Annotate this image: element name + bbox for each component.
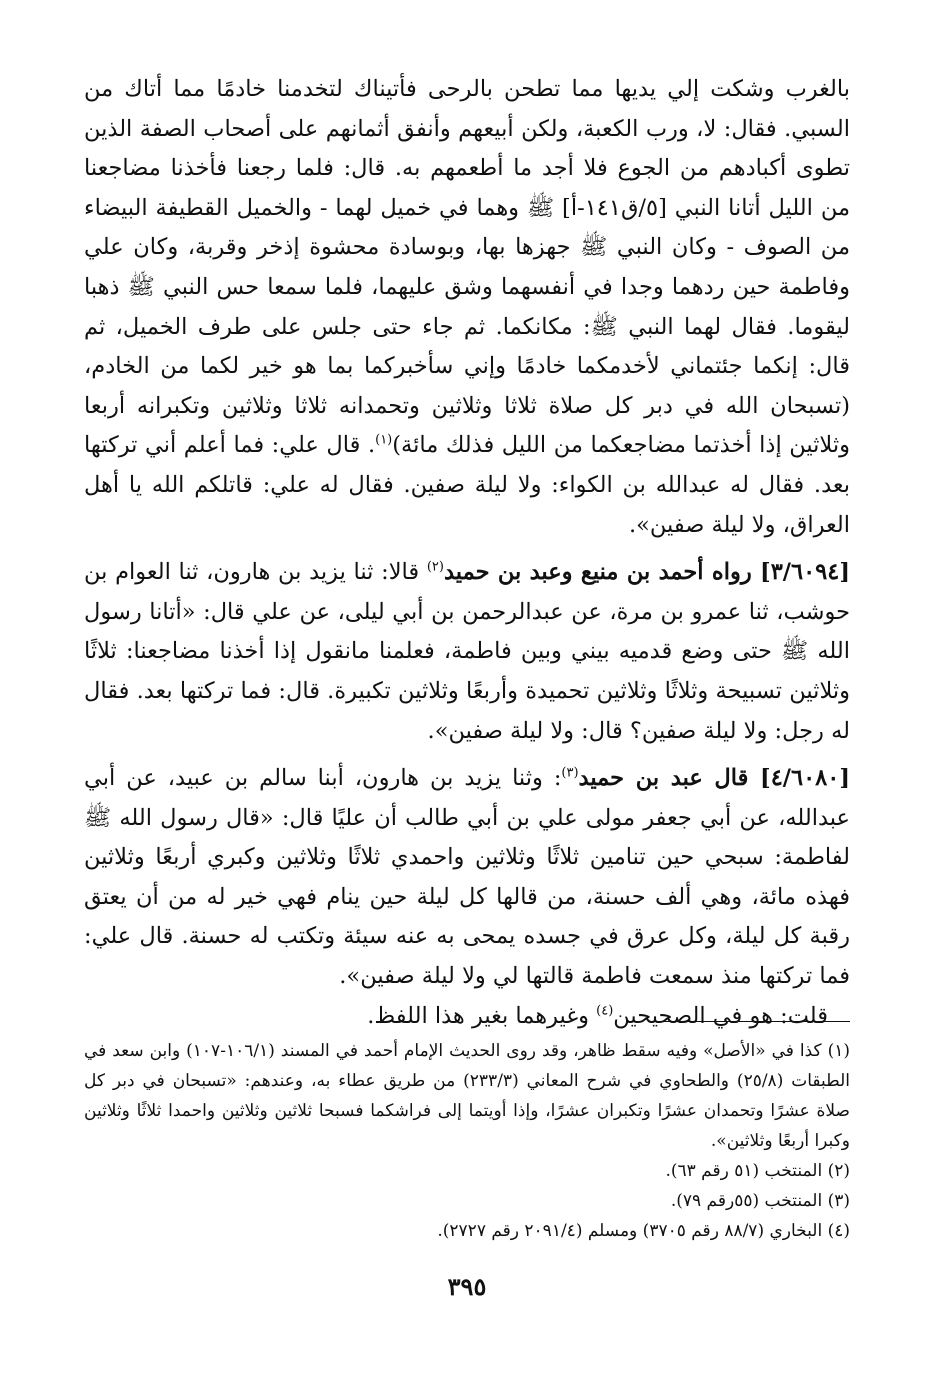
footnote-2: (٢) المنتخب (٥١ رقم ٦٣).	[665, 1161, 850, 1181]
paragraph-2	[84, 553, 850, 751]
footnote-1: (١) كذا في «الأصل» وفيه سقط ظاهر، وقد روى الحديث الإمام أحمد في المسند (١٠٦/١-١٠٧) وابن سعد في الطبقات (٢٥/٨) والطحاوي في شرح المعاني (٢٣٣/٣) من طريق عطاء به، وعندهم: «تسبحان في دبر كل صلاة عشرًا وتحمدان عشرًا وتكبران عشرًا، وإذا أويتما إلى فراشكما فسبحا ثلاثين وثلاثين واحمدا ثلاثًا وثلاثين وكبرا أربعًا وثلاثين».	[84, 1041, 850, 1151]
footnotes	[84, 1036, 850, 1246]
paragraph-3-text: : وثنا يزيد بن هارون، أبنا سالم بن عبيد، عن أبي عبدالله، عن أبي جعفر مولى علي بن أبي طالب أن عليًا قال: «قال رسول الله ﷺ لفاطمة: سبحي حين تنامين ثلاثًا وثلاثين واحمدي ثلاثًا وثلاثين وكبري أربعًا وثلاثين فهذه مائة، وهي ألف حسنة، من قالها كل ليلة حين ينام فهي خير له من أن يعتق رقبة كل ليلة، وكل عرق في جسده يمحى به عنه سيئة وتكتب له حسنة. قال علي: فما تركتها منذ سمعت فاطمة قالتها لي ولا ليلة صفين».	[84, 765, 850, 990]
hadith-ref-6094: [٣/٦٠٩٤] رواه أحمد بن منيع وعبد بن حميد	[443, 559, 850, 586]
footnote-marker-3: (٣)	[561, 765, 579, 781]
paragraph-4-text: قلت: هو في الصحيحين	[613, 1002, 828, 1029]
footnote-3: (٣) المنتخب (٥٥رقم ٧٩).	[670, 1191, 850, 1211]
paragraph-1-text: بالغرب وشكت إلي يديها مما تطحن بالرحى فأتيناك لتخدمنا خادمًا مما أتاك من السبي. فقال: لا، ورب الكعبة، ولكن أبيعهم وأنفق أثمانهم على أصحاب الصفة الذين تطوى أكبادهم من الجوع فلا أجد ما أطعمهم به. قال: فلما رجعنا فأخذنا مضاجعنا من الليل أتانا النبي [٥/ق١٤١-أ] ﷺ وهما في خميل لهما - والخميل القطيفة البيضاء من الصوف - وكان النبي ﷺ جهزها بها، وبوسادة محشوة إذخر وقربة، وكان علي وفاطمة حين ردهما وجدا في أنفسهما وشق عليهما، فلما سمعا حس النبي ﷺ ذهبا ليقوما. فقال لهما النبي ﷺ: مكانكما. ثم جاء حتى جلس على طرف الخميل، ثم قال: إنكما جئتماني لأخدمكما خادمًا وإني سأخبركما بما هو خير لكما من الخادم، (تسبحان الله في دبر كل صلاة ثلاثا وثلاثين وتحمدانه ثلاثا وثلاثين وتكبرانه أربعا وثلاثين إذا أخذتما مضاجعكما من الليل فذلك مائة)	[84, 76, 850, 459]
footnote-marker-4: (٤)	[596, 1003, 614, 1019]
footnote-marker-2: (٢)	[426, 559, 444, 575]
paragraph-4-end: وغيرهما بغير هذا اللفظ.	[367, 1002, 597, 1029]
paragraph-2-text: قالا: ثنا يزيد بن هارون، ثنا العوام بن حوشب، ثنا عمرو بن مرة، عن عبدالرحمن بن أبي ليلى، عن علي قال: «أتانا رسول الله ﷺ حتى وضع قدميه بيني وبين فاطمة، فعلمنا مانقول إذا أخذنا مضاجعنا: ثلاثًا وثلاثين تسبيحة وثلاثًا وثلاثين تحميدة وأربعًا وثلاثين تكبيرة. قال: فما تركتها بعد. فقال له رجل: ولا ليلة صفين؟ قال: ولا ليلة صفين».	[84, 559, 850, 744]
footnote-marker-1: (١)	[375, 432, 393, 448]
page-number: ٣٩٥	[447, 1272, 487, 1301]
paragraph-1	[84, 70, 850, 545]
paragraph-3	[84, 759, 850, 997]
main-text	[84, 70, 850, 1036]
footnote-4: (٤) البخاري (٨٨/٧ رقم ٣٧٠٥) ومسلم (٢٠٩١/٤ رقم ٢٧٢٧).	[437, 1221, 850, 1241]
footnote-separator	[652, 1021, 850, 1022]
paragraph-1-end: . قال علي: فما أعلم أني تركتها بعد. فقال له عبدالله بن الكواء: ولا ليلة صفين. فقال له علي: قاتلكم الله يا أهل العراق، ولا ليلة صفين».	[84, 432, 850, 538]
hadith-ref-6080: [٤/٦٠٨٠] قال عبد بن حميد	[578, 765, 850, 792]
paragraph-4	[84, 997, 850, 1037]
